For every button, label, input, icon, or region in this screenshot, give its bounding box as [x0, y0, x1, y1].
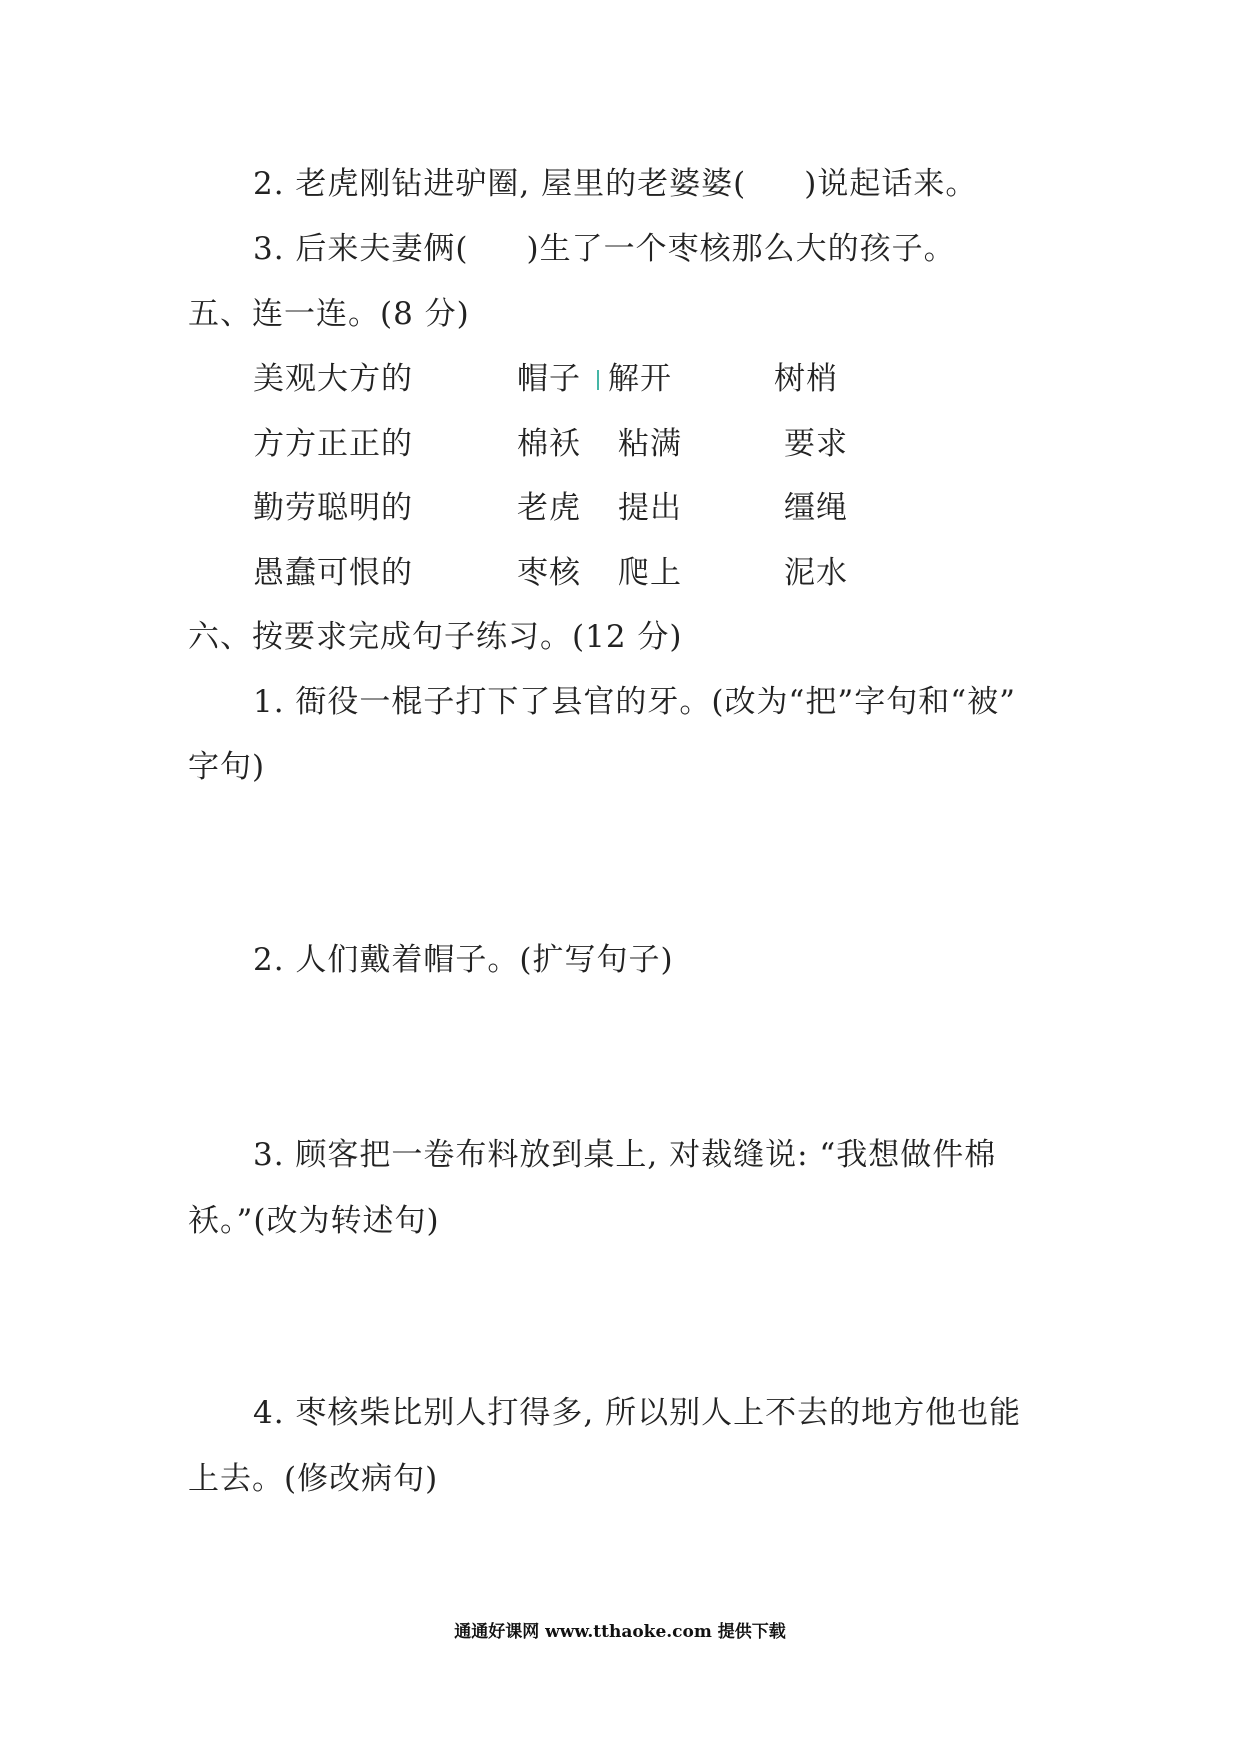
- match-col4-item: 树梢: [774, 361, 838, 397]
- match-col4-item: 要求: [784, 426, 848, 462]
- match-col3-item: 粘满: [618, 426, 682, 462]
- question-6-4-line1: 4. 枣核柴比别人打得多, 所以别人上不去的地方他也能: [253, 1395, 1022, 1431]
- match-col1-item: 愚蠢可恨的: [253, 555, 413, 591]
- match-col3-item: 爬上: [618, 555, 682, 591]
- question-6-3-line1: 3. 顾客把一卷布料放到桌上, 对裁缝说: “我想做件棉: [253, 1137, 997, 1173]
- question-4-3-text-after: )生了一个枣核那么大的孩子。: [526, 231, 956, 267]
- match-col4-item: 泥水: [784, 555, 848, 591]
- match-col2-item: 枣核: [517, 555, 581, 591]
- question-6-4-line2: 上去。(修改病句): [188, 1461, 439, 1497]
- question-4-3-text-before: 3. 后来夫妻俩(: [253, 231, 469, 267]
- question-6-3-line2: 袄。”(改为转述句): [188, 1203, 440, 1239]
- match-col4-item: 缰绳: [784, 490, 848, 526]
- question-6-1-line2: 字句): [188, 749, 266, 785]
- question-6-1-line1: 1. 衙役一棍子打下了县官的牙。(改为“把”字句和“被”: [253, 684, 1016, 720]
- section-5-heading: 五、连一连。(8 分): [188, 296, 470, 332]
- question-4-3: [253, 229, 956, 269]
- question-4-2-text-before: 2. 老虎刚钻进驴圈, 屋里的老婆婆(: [253, 166, 747, 202]
- match-col3-item: 提出: [618, 490, 682, 526]
- match-col1-item: 方方正正的: [253, 426, 413, 462]
- text-cursor: [597, 370, 599, 390]
- question-6-2: 2. 人们戴着帽子。(扩写句子): [253, 942, 674, 978]
- match-col2-item: 帽子: [517, 361, 581, 397]
- match-col3-item: 解开: [608, 361, 672, 397]
- question-4-2-text-after: )说起话来。: [804, 166, 978, 202]
- footer-credit: 通通好课网 www.tthaoke.com 提供下载: [454, 1622, 786, 1642]
- question-4-2: [253, 164, 977, 204]
- section-6-heading: 六、按要求完成句子练习。(12 分): [188, 619, 683, 655]
- match-col1-item: 美观大方的: [253, 361, 413, 397]
- match-col1-item: 勤劳聪明的: [253, 490, 413, 526]
- match-col2-item: 棉袄: [517, 426, 581, 462]
- match-col2-item: 老虎: [517, 490, 581, 526]
